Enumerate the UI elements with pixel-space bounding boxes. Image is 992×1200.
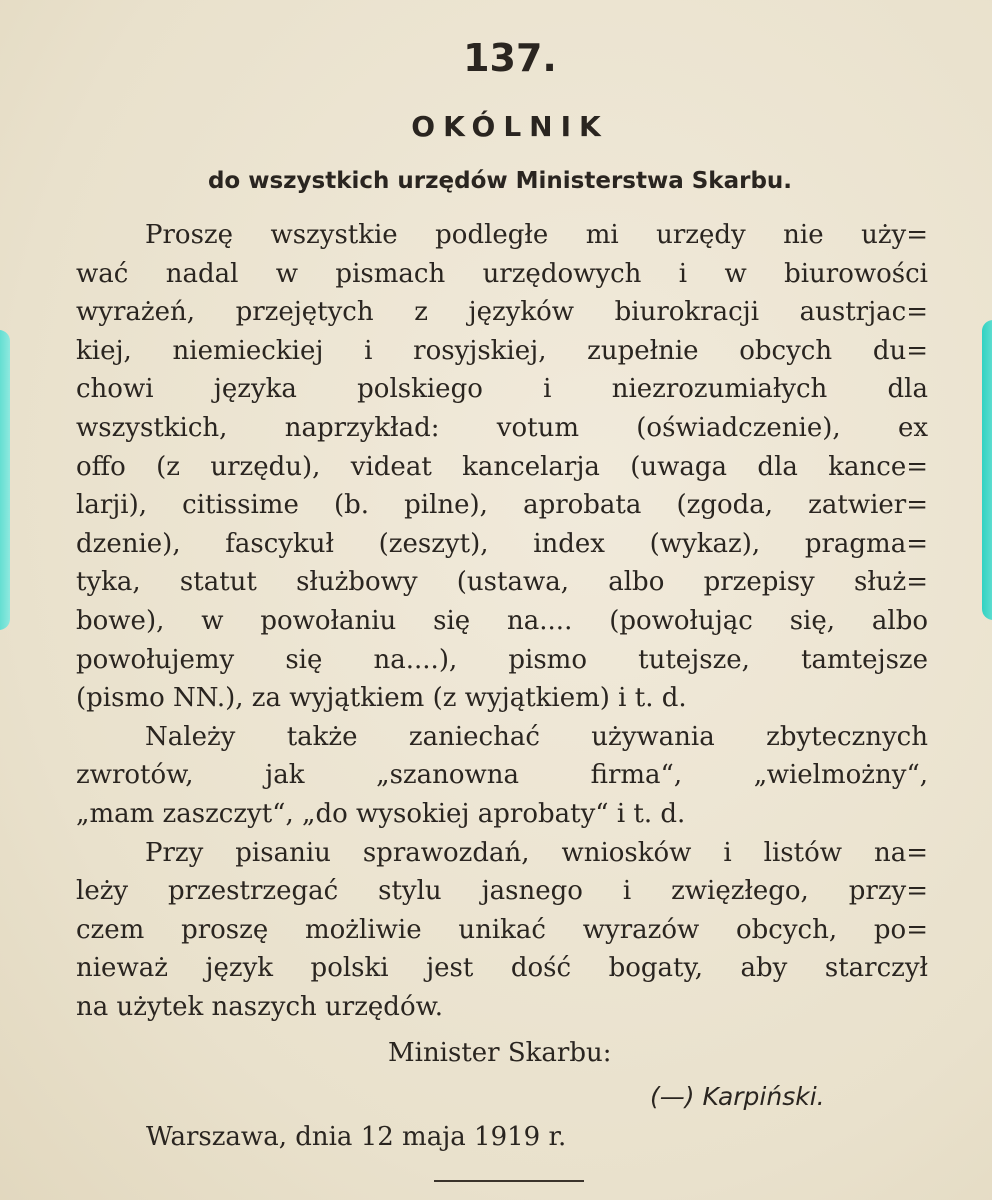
document-title: OKÓLNIK <box>411 110 609 143</box>
document-subtitle: do wszystkich urzędów Ministerstwa Skarbu. <box>207 168 793 194</box>
text-line: bowe), w powołaniu się na.... (powołując się, albo <box>76 605 928 636</box>
text-line: offo (z urzędu), videat kancelarja (uwaga dla kance= <box>76 451 928 482</box>
text-line: czem proszę możliwie unikać wyrazów obcych, po= <box>76 914 928 945</box>
text-line: chowi języka polskiego i niezrozumiałych dla <box>76 374 928 405</box>
text-line: (pismo NN.), za wyjątkiem (z wyjątkiem) i t. d. <box>76 683 687 714</box>
signature-title: Minister Skarbu: <box>388 1038 612 1068</box>
text-line: wyrażeń, przejętych z języków biurokracji austrjac= <box>76 297 928 328</box>
text-line: „mam zaszczyt“, „do wysokiej aprobaty“ i t. d. <box>76 798 686 829</box>
text-line: leży przestrzegać stylu jasnego i zwięzłego, przy= <box>76 876 928 907</box>
text-line: dzenie), fascykuł (zeszyt), index (wykaz), pragma= <box>76 528 928 559</box>
text-line: na użytek naszych urzędów. <box>76 991 444 1022</box>
document-body <box>76 216 928 1026</box>
signature-name: (—) Karpiński. <box>650 1082 825 1111</box>
text-line: wać nadal w pismach urzędowych i w biurowości <box>76 258 928 289</box>
text-line: larji), citissime (b. pilne), aprobata (zgoda, zatwier= <box>76 490 928 521</box>
text-line: wszystkich, naprzykład: votum (oświadczenie), ex <box>76 412 928 443</box>
text-line: Przy pisaniu sprawozdań, wniosków i listów na= <box>145 837 928 868</box>
text-line: nieważ język polski jest dość bogaty, aby starczył <box>76 953 928 984</box>
text-line: tyka, statut służbowy (ustawa, albo przepisy służ= <box>76 567 928 598</box>
closing-rule <box>434 1180 584 1182</box>
text-line: Proszę wszystkie podległe mi urzędy nie uży= <box>145 220 928 250</box>
document-number: 137. <box>463 36 557 80</box>
right-page-tab <box>982 320 992 620</box>
text-line: powołujemy się na....), pismo tutejsze, tamtejsze <box>76 644 928 675</box>
left-page-tab <box>0 330 10 630</box>
text-line: Należy także zaniechać używania zbytecznych <box>145 721 928 752</box>
date-line: Warszawa, dnia 12 maja 1919 r. <box>146 1122 567 1152</box>
text-line: kiej, niemieckiej i rosyjskiej, zupełnie obcych du= <box>76 335 928 366</box>
text-line: zwrotów, jak „szanowna firma“, „wielmożny“, <box>76 760 928 791</box>
